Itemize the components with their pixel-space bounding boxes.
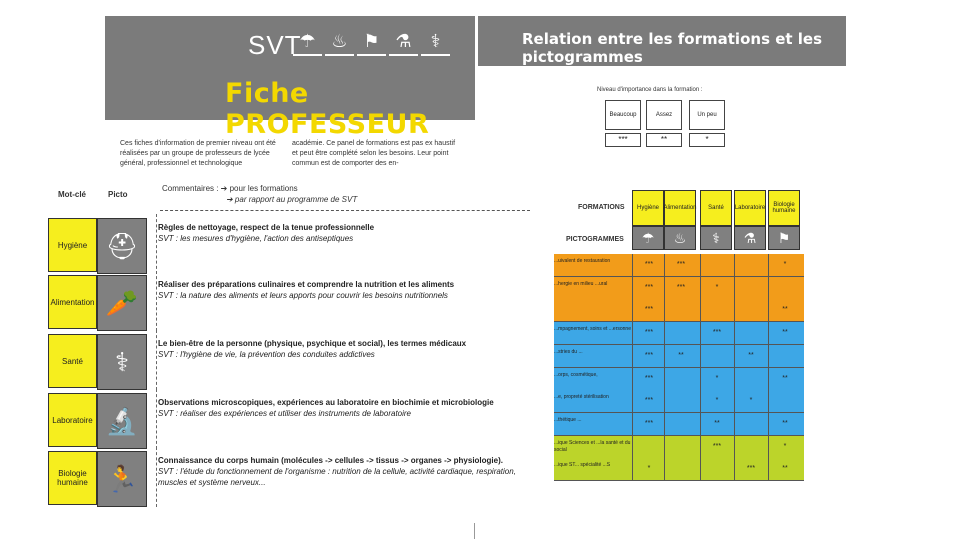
description-bold: Observations microscopiques, expériences au laboratoire en biochimie et microbiologie (158, 398, 494, 407)
dashed-divider (146, 389, 157, 449)
formation-name: ...ique ST... spécialité ...S (554, 462, 611, 469)
matrix-cell (734, 413, 767, 435)
formation-name: ...ique Sciences et ...la santé et du social (554, 439, 631, 453)
matrix-cell: *** (700, 322, 733, 344)
matrix-row (554, 277, 804, 300)
matrix-row (554, 254, 804, 277)
stethoscope-icon: ⚕ (421, 28, 450, 56)
keyword-description (158, 279, 528, 301)
formation-name: ...mpagnement, soins et ...ersonne (554, 326, 631, 333)
matrix-cell: ** (734, 345, 767, 367)
col-picto: Picto (108, 190, 128, 199)
matrix-col-header: Hygiène (632, 190, 664, 226)
matrix-row (554, 345, 804, 368)
dashed-divider (146, 330, 157, 390)
matrix-cell: *** (632, 345, 665, 367)
formations-label: FORMATIONS (578, 204, 625, 211)
level-assez: Assez (646, 100, 682, 130)
matrix-row (554, 322, 804, 345)
matrix-cell (734, 368, 767, 390)
keyword-label: Santé (48, 334, 97, 388)
keyword-row (48, 334, 528, 392)
matrix-cell: ** (768, 322, 801, 344)
matrix-cell (700, 458, 733, 480)
description-svt: SVT : la nature des aliments et leurs apports pour couvrir les besoins nutritionnels (158, 291, 448, 300)
hygiene-icon: ☂ (293, 28, 322, 56)
matrix-cell: *** (700, 436, 733, 458)
matrix-cell (632, 436, 665, 458)
matrix-cell (734, 322, 767, 344)
description-bold: Réaliser des préparations culinaires et comprendre la nutrition et les aliments (158, 280, 455, 289)
description-bold: Connaissance du corps humain (molécules -> cellules -> tissus -> organes -> physiologie). (158, 456, 503, 465)
stars-beaucoup: *** (605, 133, 641, 147)
matrix-cell (664, 436, 697, 458)
matrix-cell (664, 458, 697, 480)
matrix-cell: * (768, 254, 801, 276)
matrix-cell: * (734, 390, 767, 412)
intro-col2: académie. Ce panel de formations est pas ex haustif et peut être complété selon les besoins. Leur point commun est de comporter des en- (292, 140, 456, 167)
matrix-col-header: Biologie humaine (768, 190, 800, 226)
matrix-row (554, 458, 804, 481)
matrix-cell: *** (632, 277, 665, 299)
hygiene-icon: ⛑ (97, 218, 147, 274)
matrix-cell: *** (632, 299, 665, 321)
formation-name: ...e, propreté stérilisation (554, 394, 609, 401)
comment-sub: ➔ par rapport au programme de SVT (226, 195, 358, 204)
alimentation-icon: 🥕 (97, 275, 147, 331)
matrix-cell (734, 436, 767, 458)
lab-icon: ⚗ (389, 28, 418, 56)
matrix-cell (700, 299, 733, 321)
divider-bottom (474, 523, 475, 539)
matrix-col-picto-icon: ⚑ (768, 226, 800, 250)
matrix-cell: * (632, 458, 665, 480)
matrix-cell (664, 322, 697, 344)
matrix-cell (700, 254, 733, 276)
keyword-label: Laboratoire (48, 393, 97, 447)
comment-title: Commentaires : ➔ pour les formations (162, 184, 298, 193)
matrix-cell: *** (632, 368, 665, 390)
matrix-col-picto-icon: ⚕ (700, 226, 732, 250)
relation-title: Relation entre les formations et les pictogrammes (522, 30, 823, 66)
formation-name: ...stries du ... (554, 348, 583, 355)
col-motcle: Mot-clé (58, 190, 86, 199)
description-bold: Règles de nettoyage, respect de la tenue professionnelle (158, 223, 375, 232)
matrix-col-header: Santé (700, 190, 732, 226)
runner-icon: ⚑ (357, 28, 386, 56)
matrix-cell: * (700, 277, 733, 299)
matrix-col-picto-icon: ♨ (664, 226, 696, 250)
description-bold: Le bien-être de la personne (physique, psychique et social), les termes médicaux (158, 339, 467, 348)
alimentation-icon: ♨ (325, 28, 354, 56)
divider (160, 210, 530, 211)
keyword-label: Alimentation (48, 275, 97, 329)
formation-name (554, 299, 634, 321)
formation-name: ...orps, cosmétique, (554, 371, 598, 378)
matrix-cell (734, 254, 767, 276)
runner-icon: 🏃 (97, 451, 147, 507)
keyword-label: Hygiène (48, 218, 97, 272)
matrix-cell (664, 299, 697, 321)
description-svt: SVT : les mesures d'hygiène, l'action des antiseptiques (158, 234, 354, 243)
matrix-cell (664, 368, 697, 390)
matrix-row (554, 368, 804, 391)
matrix-cell (700, 345, 733, 367)
matrix-col-picto-icon: ☂ (632, 226, 664, 250)
matrix-cell: * (700, 390, 733, 412)
level-unpeu: Un peu (689, 100, 725, 130)
description-svt: SVT : réaliser des expériences et utiliser des instruments de laboratoire (158, 409, 412, 418)
fiche-header (105, 16, 475, 140)
keyword-row (48, 451, 528, 509)
dashed-divider (146, 214, 157, 274)
matrix-cell (734, 277, 767, 299)
matrix-cell (768, 277, 801, 299)
matrix-cell: ** (664, 345, 697, 367)
matrix-cell (734, 299, 767, 321)
matrix-cell: * (700, 368, 733, 390)
matrix-row (554, 436, 804, 459)
microscope-icon: 🔬 (97, 393, 147, 449)
intro-col1: Ces fiches d'information de premier niveau ont été réalisées par un groupe de professeurs de lycée général, professionnel et technologique (120, 140, 276, 167)
formation-name: ...uivalent de restauration (554, 258, 611, 264)
matrix-cell (768, 390, 801, 412)
keyword-description (158, 397, 528, 419)
matrix-cell: *** (632, 413, 665, 435)
stethoscope-icon: ⚕ (97, 334, 147, 390)
description-svt: SVT : l'hygiène de vie, la prévention des conduites addictives (158, 350, 375, 359)
keyword-row (48, 275, 528, 333)
importance-label: Niveau d'importance dans la formation : (597, 87, 703, 93)
stars-assez: ** (646, 133, 682, 147)
dashed-divider (146, 271, 157, 331)
matrix-cell: *** (664, 277, 697, 299)
matrix-col-picto-icon: ⚗ (734, 226, 766, 250)
matrix-row (554, 413, 804, 436)
relation-header (478, 16, 846, 66)
description-svt: SVT : l'étude du fonctionnement de l'organisme : nutrition de la cellule, activité cardiaque, respiration, muscles et système nerveux... (158, 467, 516, 487)
matrix-cell: ** (768, 413, 801, 435)
formation-name: ...thétique ... (554, 416, 582, 423)
matrix-col-header: Laboratoire (734, 190, 766, 226)
matrix-cell: ** (700, 413, 733, 435)
page-title: Fiche PROFESSEUR (225, 78, 430, 140)
matrix-cell: ** (768, 458, 801, 480)
level-beaucoup: Beaucoup (605, 100, 641, 130)
matrix-cell: ** (768, 368, 801, 390)
matrix-col-header: Alimentation (664, 190, 696, 226)
matrix-cell: *** (734, 458, 767, 480)
dashed-divider (146, 447, 157, 507)
matrix-row (554, 299, 804, 322)
matrix-cell (664, 413, 697, 435)
keyword-row (48, 393, 528, 451)
matrix-row (554, 390, 804, 413)
svt-label: SVT (248, 30, 302, 60)
matrix-cell (664, 390, 697, 412)
keyword-row (48, 218, 528, 276)
keyword-description (158, 222, 528, 244)
matrix-cell: *** (632, 254, 665, 276)
keyword-description (158, 455, 528, 488)
stars-unpeu: * (689, 133, 725, 147)
formation-name: ...hergie en milieu ...ural (554, 280, 608, 287)
picto-row (293, 28, 450, 56)
pictogrammes-label: PICTOGRAMMES (566, 236, 624, 243)
keyword-label: Biologie humaine (48, 451, 97, 505)
matrix-cell: * (768, 436, 801, 458)
matrix-cell: *** (632, 322, 665, 344)
keyword-description (158, 338, 528, 360)
matrix-cell: ** (768, 299, 801, 321)
matrix-cell: *** (632, 390, 665, 412)
matrix-cell: *** (664, 254, 697, 276)
matrix-cell (768, 345, 801, 367)
